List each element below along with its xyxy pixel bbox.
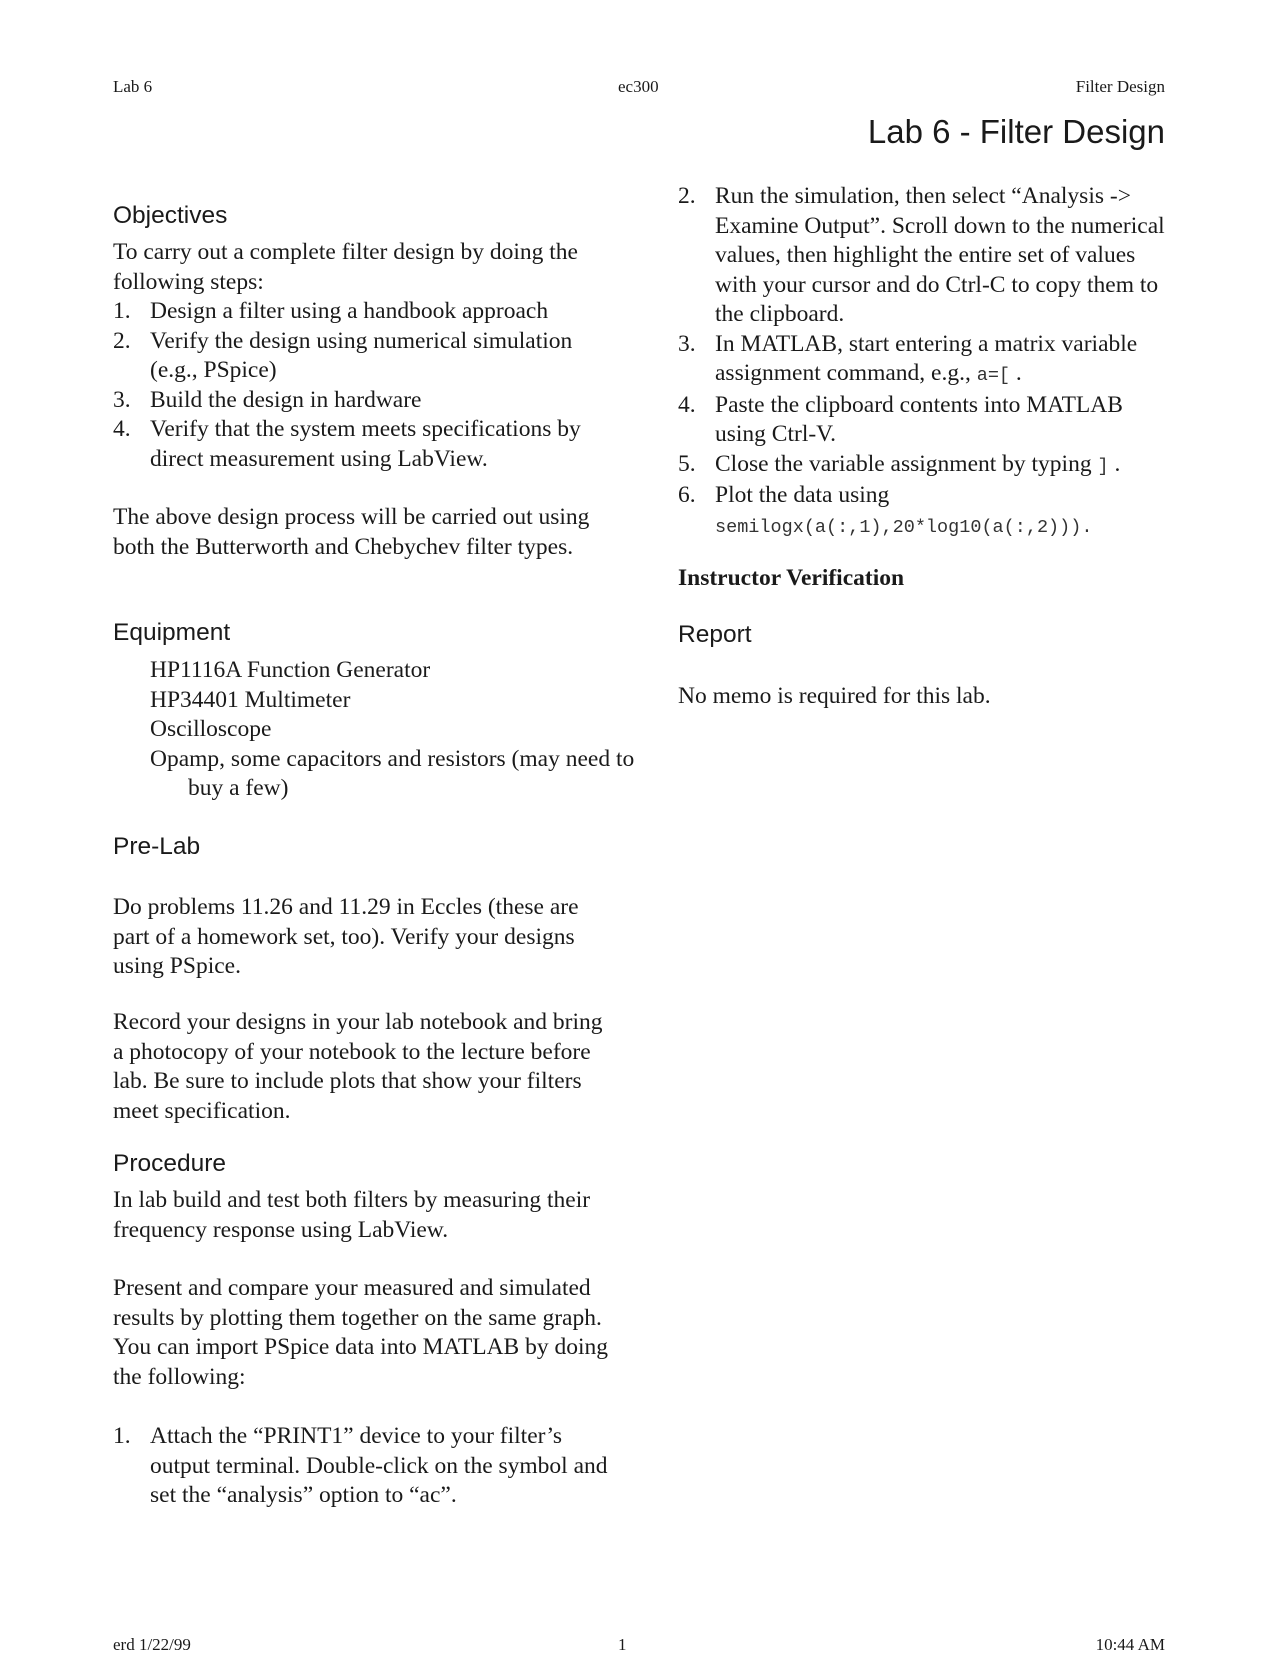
step-number: 1.: [113, 298, 131, 324]
code-snippet: semilogx(a(:,1),20*log10(a(:,2))).: [715, 516, 1093, 538]
prelab-paragraph-1: Do problems 11.26 and 11.29 in Eccles (these are part of a homework set, too). Verify your designs using PSpice.: [113, 894, 579, 979]
list-item: [678, 391, 1178, 450]
footer-page-number: 1: [618, 1635, 627, 1654]
step-text: In MATLAB, start entering a matrix variable assignment command, e.g.,: [715, 330, 1138, 386]
prelab-paragraph-2: Record your designs in your lab notebook and bring a photocopy of your notebook to the lecture before lab. Be sure to include plots that show your filters meet specification.: [113, 1009, 603, 1124]
step-number: 4.: [113, 416, 131, 442]
step-number: 2.: [113, 327, 131, 354]
code-snippet: ]: [1097, 455, 1109, 477]
step-number: 2.: [678, 183, 696, 209]
procedure-heading: Procedure: [113, 1150, 227, 1177]
step-number: 3.: [113, 386, 131, 413]
report-text: No memo is required for this lab.: [678, 683, 991, 709]
step-text: Plot the data using: [715, 482, 890, 508]
list-item: [113, 386, 613, 416]
list-item: [678, 481, 1178, 542]
list-item: [113, 1422, 613, 1511]
code-snippet: a=[: [976, 365, 1011, 386]
objectives-intro: To carry out a complete filter design by doing the following steps:: [113, 239, 578, 295]
header-center: ec300: [618, 77, 659, 96]
page-title: Lab 6 - Filter Design: [867, 113, 1165, 150]
list-item: [113, 415, 613, 474]
objectives-closing: The above design process will be carried out using both the Butterworth and Chebychev filter types.: [113, 504, 590, 560]
footer-right: 10:44 AM: [1095, 1635, 1165, 1654]
step-text: Close the variable assignment by typing: [715, 450, 1098, 477]
step-text: Build the design in hardware: [150, 386, 422, 413]
step-text: Verify that the system meets specifications by direct measurement using LabView.: [150, 416, 581, 472]
list-item: Opamp, some capacitors and resistors (may need to buy a few): [150, 745, 635, 801]
list-item: [113, 327, 613, 386]
equipment-list: [113, 656, 650, 804]
procedure-paragraph-2: Present and compare your measured and simulated results by plotting them together on the same graph. You can import PSpice data into MATLAB by doing the following:: [113, 1275, 609, 1390]
step-number: 6.: [678, 482, 696, 508]
header-left: Lab 6: [113, 77, 153, 96]
step-number: 5.: [678, 450, 696, 477]
header-right: Filter Design: [1075, 77, 1165, 96]
equipment-heading: Equipment: [113, 619, 231, 646]
objectives-steps: [113, 297, 613, 474]
list-item: HP1116A Function Generator: [150, 657, 431, 683]
footer-left: erd 1/22/99: [113, 1635, 191, 1654]
step-number: 1.: [113, 1423, 131, 1449]
procedure-steps-right: [678, 182, 1178, 542]
step-text: Attach the “PRINT1” device to your filter’s output terminal. Double-click on the symbol and set the “analysis” option to “ac”.: [150, 1423, 608, 1508]
list-item: HP34401 Multimeter: [150, 686, 351, 713]
step-text: Design a filter using a handbook approach: [150, 298, 549, 324]
prelab-heading: Pre-Lab: [113, 833, 201, 860]
step-text-end: .: [1010, 360, 1022, 386]
list-item: [678, 182, 1178, 330]
report-heading: Report: [678, 621, 752, 648]
list-item: [678, 330, 1178, 391]
list-item: [678, 450, 1178, 482]
procedure-paragraph-1: In lab build and test both filters by measuring their frequency response using LabView.: [113, 1187, 591, 1243]
objectives-section: [113, 238, 613, 474]
procedure-steps-left: [113, 1422, 613, 1511]
instructor-verification: Instructor Verification: [678, 565, 905, 591]
list-item: [113, 297, 613, 327]
step-text: Paste the clipboard contents into MATLAB using Ctrl-V.: [715, 391, 1123, 447]
step-text: Verify the design using numerical simulation (e.g., PSpice): [150, 327, 573, 383]
step-number: 4.: [678, 391, 696, 418]
step-number: 3.: [678, 330, 696, 357]
list-item: Oscilloscope: [150, 716, 272, 742]
objectives-heading: Objectives: [113, 202, 228, 229]
step-text: Run the simulation, then select “Analysis -> Examine Output”. Scroll down to the numerical values, then highlight the entire set of values with your cursor and do Ctrl-C to copy them to the clipboard.: [715, 183, 1165, 327]
step-text-end: .: [1108, 450, 1121, 477]
